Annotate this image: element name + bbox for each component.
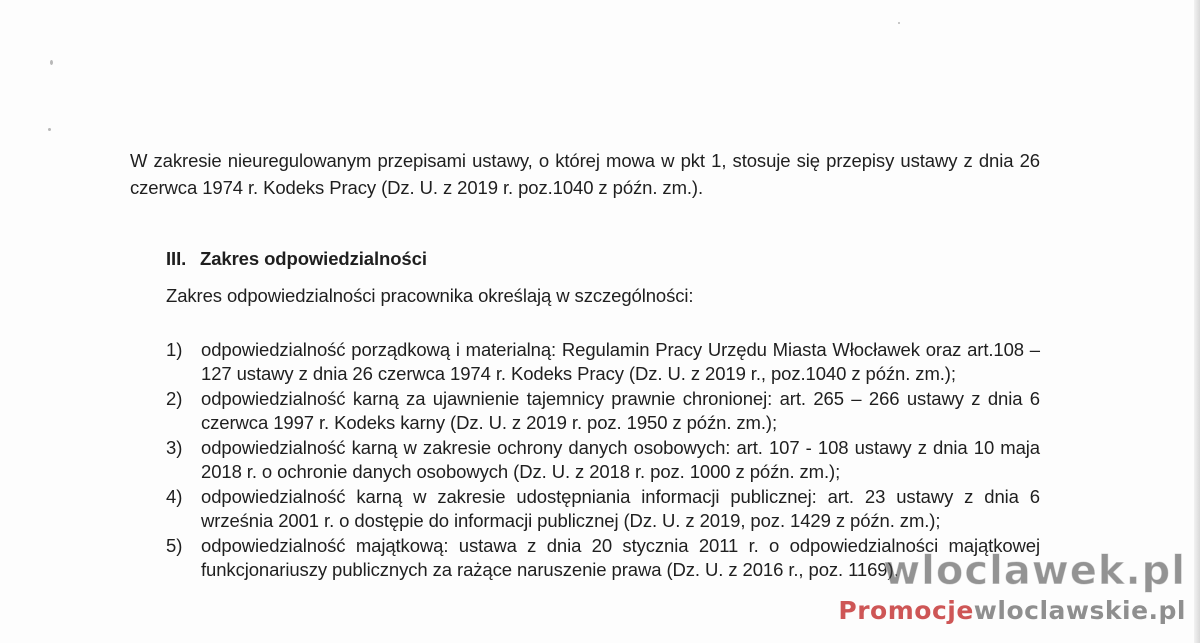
intro-paragraph: W zakresie nieuregulowanym przepisami ustawy, o której mowa w pkt 1, stosuje się przepisy ustawy z dnia 26 czerwca 1974 r. Kodeks Pracy (Dz. U. z 2019 r. poz.1040 z późn. zm.). [130,150,1040,198]
watermark-promo [838,594,1186,628]
list-marker: 1) [166,339,183,360]
watermark-site: wloclawek.pl [883,548,1186,594]
list-item-text: odpowiedzialność porządkową i materialną: Regulamin Pracy Urzędu Miasta Włocławek oraz art.108 – 127 ustawy z dnia 26 czerwca 1974 r. Kodeks Pracy (Dz. U. z 2019 r., poz.1040 z późn. zm.); [201,339,1040,384]
watermark-promo-gray: wloclawskie.pl [973,596,1186,625]
list-item-text: odpowiedzialność majątkową: ustawa z dnia 20 stycznia 2011 r. o odpowiedzialności majątkowej funkcjonariuszy publicznych za rażące naruszenie prawa (Dz. U. z 2016 r., poz. 1169). [201,535,1040,580]
list-item [166,436,1040,484]
list-item [166,387,1040,435]
watermark-promo-red: Promocje [838,596,974,625]
list-item-text: odpowiedzialność karną w zakresie udostępniania informacji publicznej: art. 23 ustawy z dnia 6 września 2001 r. o dostępie do informacji publicznej (Dz. U. z 2019, poz. 1429 z późn. zm.); [201,486,1040,531]
scan-speck [48,128,51,131]
list-item [166,485,1040,533]
scan-speck [898,22,900,24]
list-item-text: odpowiedzialność karną w zakresie ochrony danych osobowych: art. 107 - 108 ustawy z dnia 10 maja 2018 r. o ochronie danych osobowych (Dz. U. z 2018 r. poz. 1000 z późn. zm.); [201,437,1040,482]
responsibility-list [166,338,1040,583]
section-intro: Zakres odpowiedzialności pracownika określają w szczególności: [166,285,694,306]
scan-speck [50,60,53,65]
list-marker: 5) [166,535,183,556]
page-edge-shadow [1194,0,1200,643]
section-heading [166,248,427,270]
list-marker: 2) [166,388,183,409]
section-number: III. [166,248,187,269]
section-title: Zakres odpowiedzialności [200,248,427,269]
list-item [166,338,1040,386]
list-item [166,534,1040,582]
list-marker: 4) [166,486,183,507]
list-item-text: odpowiedzialność karną za ujawnienie tajemnicy prawnie chronionej: art. 265 – 266 ustawy z dnia 6 czerwca 1997 r. Kodeks karny (Dz. U. z 2019 r. poz. 1950 z późn. zm.); [201,388,1040,433]
list-marker: 3) [166,437,183,458]
